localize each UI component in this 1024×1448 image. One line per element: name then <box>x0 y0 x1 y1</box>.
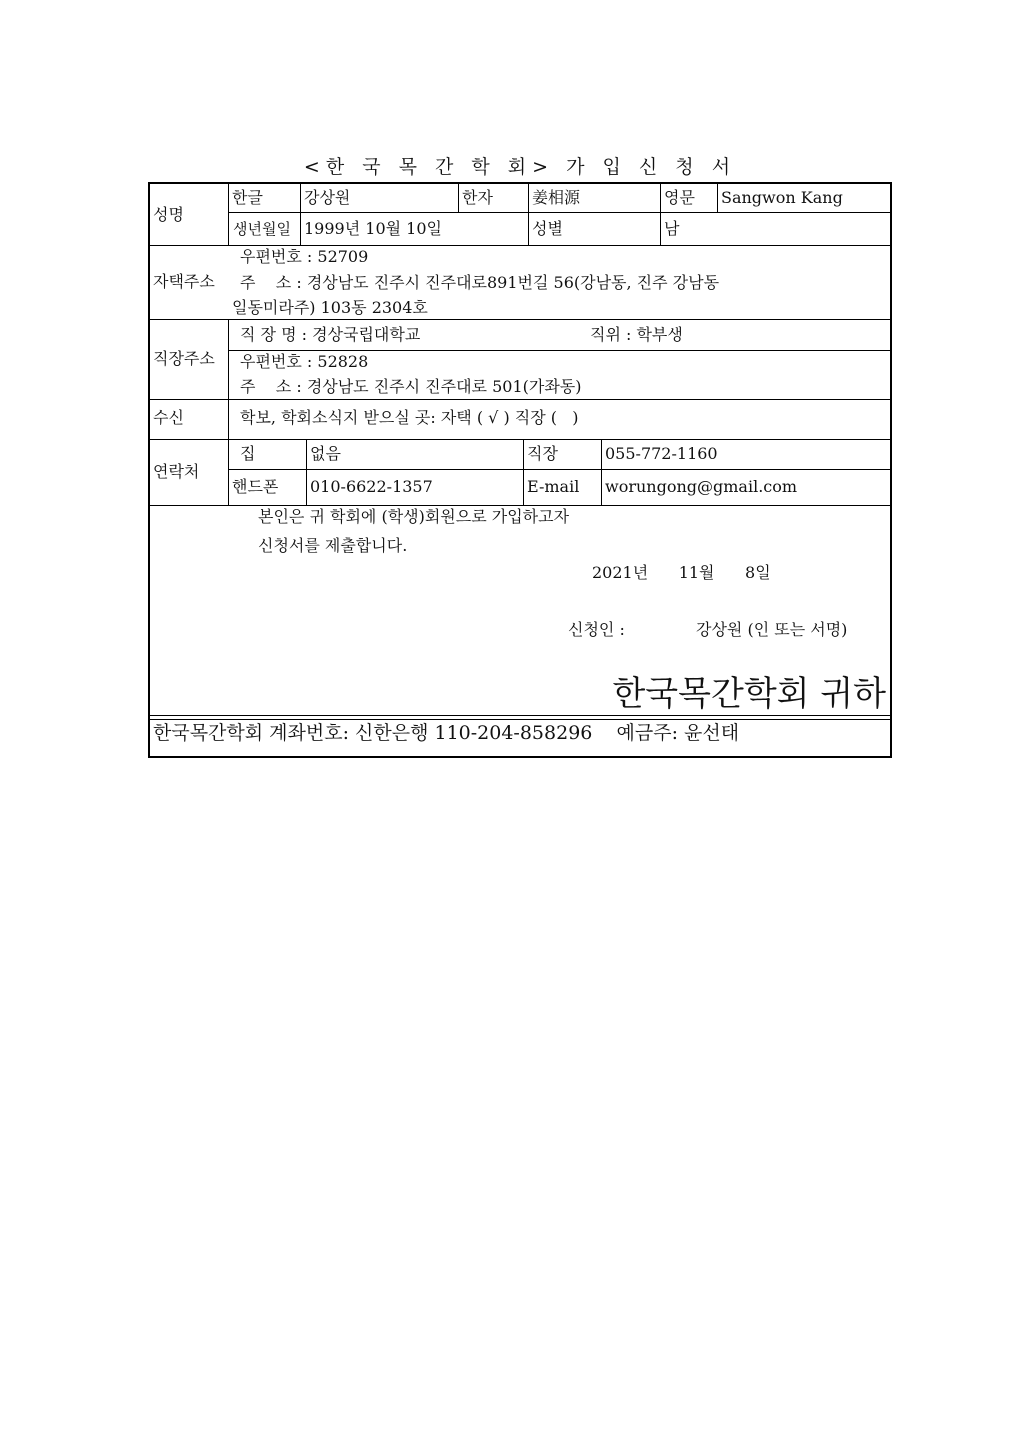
receive-preference: 학보, 학회소식지 받으실 곳: 자택 ( √ ) 직장 ( ) <box>240 408 579 427</box>
applicant-label: 신청인 : <box>568 620 625 639</box>
hanja-value: 姜相源 <box>532 188 581 207</box>
work-phone-value: 055-772-1160 <box>605 444 718 463</box>
home-postal-code: 우편번호 : 52709 <box>240 247 369 266</box>
addressee: 한국목간학회 귀하 <box>612 674 886 714</box>
home-address-label: 자택주소 <box>153 272 215 291</box>
email-label: E-mail <box>527 477 580 496</box>
home-phone-label: 집 <box>240 444 256 463</box>
hangul-label: 한글 <box>232 188 263 207</box>
application-form <box>148 182 892 758</box>
birth-value: 1999년 10월 10일 <box>304 219 442 238</box>
english-value: Sangwon Kang <box>721 188 843 207</box>
declaration-line2: 신청서를 제출합니다. <box>258 536 408 555</box>
gender-value: 남 <box>664 219 680 238</box>
email-value: worungong@gmail.com <box>605 477 798 496</box>
contact-label: 연락처 <box>153 462 200 481</box>
job-position: 직위 : 학부생 <box>590 325 683 344</box>
home-phone-value: 없음 <box>310 444 341 463</box>
account-info: 한국목간학회 계좌번호: 신한은행 110-204-858296 예금주: 윤선태 <box>153 722 740 744</box>
birth-label: 생년월일 <box>233 220 291 238</box>
gender-label: 성별 <box>532 219 563 238</box>
mobile-label: 핸드폰 <box>232 477 279 496</box>
application-date: 2021년 11월 8일 <box>592 563 771 582</box>
applicant-signature: 강상원 (인 또는 서명) <box>696 620 848 639</box>
work-postal-code: 우편번호 : 52828 <box>240 352 369 371</box>
form-title: <한 국 목 간 학 회> 가 입 신 청 서 <box>303 156 737 178</box>
work-phone-label: 직장 <box>527 444 558 463</box>
declaration-line1: 본인은 귀 학회에 (학생)회원으로 가입하고자 <box>258 507 570 526</box>
work-address-label: 직장주소 <box>153 349 215 368</box>
english-label: 영문 <box>664 188 695 207</box>
hangul-value: 강상원 <box>304 188 351 207</box>
hanja-label: 한자 <box>462 188 493 207</box>
home-address-line1: 주 소 : 경상남도 진주시 진주대로891번길 56(강남동, 진주 강남동 <box>240 273 720 292</box>
work-address-line: 주 소 : 경상남도 진주시 진주대로 501(가좌동) <box>240 377 582 396</box>
workplace-name: 직 장 명 : 경상국립대학교 <box>240 325 421 344</box>
receive-label: 수신 <box>153 408 184 427</box>
name-section-label: 성명 <box>153 205 184 224</box>
home-address-line2: 일동미라주) 103동 2304호 <box>232 298 428 317</box>
mobile-value: 010-6622-1357 <box>310 477 433 496</box>
